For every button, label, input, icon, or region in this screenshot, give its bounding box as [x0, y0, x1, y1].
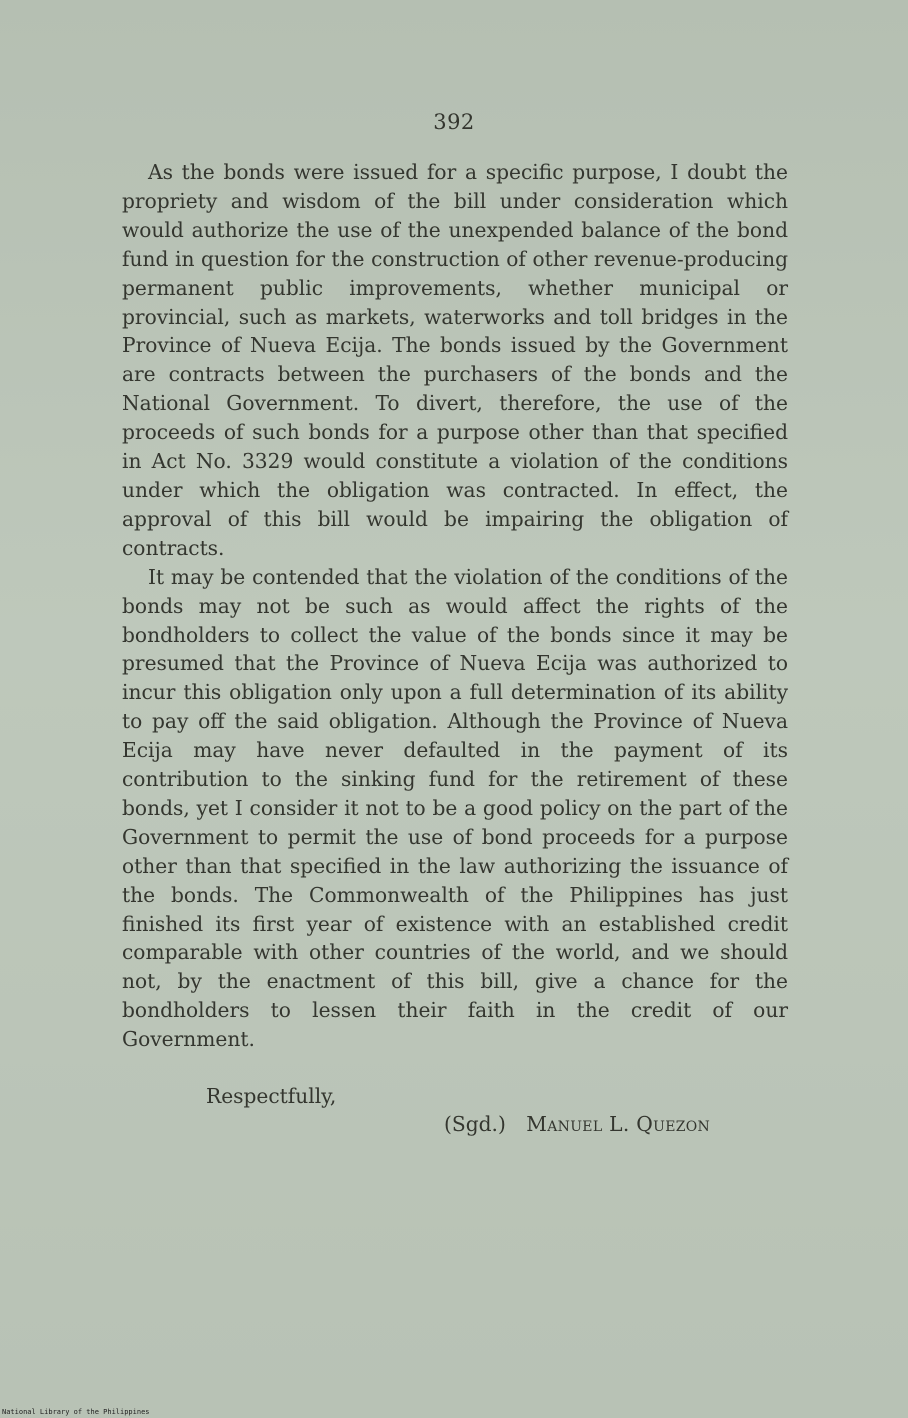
signature-block — [444, 1110, 710, 1138]
letter-body — [122, 158, 788, 1054]
library-credit: National Library of the Philippines — [2, 1408, 150, 1416]
page-number: 392 — [433, 110, 475, 134]
paragraph-2: It may be contended that the violation of the conditions of the bonds may not be such as would affect the rights of the bondholders to collect the value of the bonds since it may be presumed that the Province of Nueva Ecija was authorized to incur this obligation only upon a full determination of its ability to pay off the said obligation. Although the Province of Nueva Ecija may have never defaulted in the payment of its contribution to the sinking fund for the retirement of these bonds, yet I consider it not to be a good policy on the part of the Government to permit the use of bond proceeds for a purpose other than that specified in the law authorizing the issuance of the bonds. The Commonwealth of the Philippines has just finished its first year of existence with an established credit comparable with other countries of the world, and we should not, by the enactment of this bill, give a chance for the bondholders to lessen their faith in the credit of our Government. — [122, 564, 788, 1052]
signatory-name: Manuel L. Quezon — [526, 1112, 711, 1136]
paragraph-1: As the bonds were issued for a specific purpose, I doubt the propriety and wisdom of the bill under consideration which would authorize the use of the unexpended balance of the bond fund in question for the construction of other revenue-producing permanent public improvements, whether municipal or provincial, such as markets, waterworks and toll bridges in the Province of Nueva Ecija. The bonds issued by the Government are contracts between the purchasers of the bonds and the National Government. To divert, therefore, the use of the proceeds of such bonds for a purpose other than that specified in Act No. 3329 would constitute a violation of the conditions under which the obligation was contracted. In effect, the approval of this bill would be impairing the obligation of contracts. — [122, 160, 788, 560]
signed-marker: (Sgd.) — [444, 1112, 506, 1136]
closing-salutation: Respectfully, — [206, 1084, 337, 1108]
